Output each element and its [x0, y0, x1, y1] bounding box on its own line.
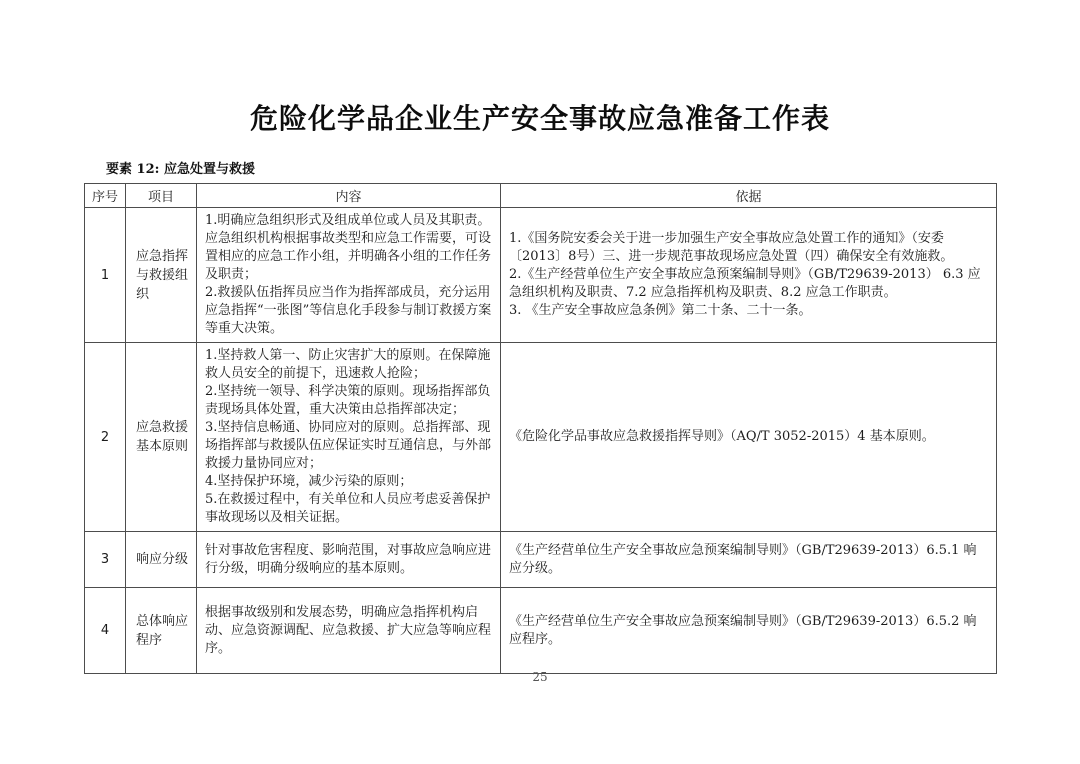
table-row: [85, 208, 997, 343]
content-entry: 1.坚持救人第一、防止灾害扩大的原则。在保障施救人员安全的前提下，迅速救人抢险；: [205, 348, 491, 381]
row-seq-number: 2: [85, 343, 126, 532]
section-label: 要素 12: 应急处置与救援: [106, 162, 255, 177]
row-seq-number: 4: [85, 588, 126, 674]
column-header-content: 内容: [197, 184, 501, 208]
row-item-name: 应急救援基本原则: [126, 343, 197, 532]
basis-entry: 1.《国务院安委会关于进一步加强生产安全事故应急处置工作的通知》（安委〔2013〕8号）三、进一步规范事故现场应急处置（四）确保安全有效施救。: [509, 231, 954, 264]
row-seq-number: 1: [85, 208, 126, 343]
row-basis-cell: [501, 343, 997, 532]
content-entry: 2.救援队伍指挥员应当作为指挥部成员，充分运用应急指挥“一张图”等信息化手段参与制订救援方案等重大决策。: [205, 285, 492, 336]
table-row: [85, 532, 997, 588]
content-entry: 1.明确应急组织形式及组成单位或人员及其职责。应急组织机构根据事故类型和应急工作需要，可设置相应的应急工作小组，并明确各小组的工作任务及职责；: [205, 213, 492, 282]
row-basis-cell: [501, 208, 997, 343]
table-row: [85, 588, 997, 674]
row-item-name: 应急指挥与救援组织: [126, 208, 197, 343]
content-entry: 4.坚持保护环境，减少污染的原则；: [205, 474, 413, 489]
row-item-name: 响应分级: [126, 532, 197, 588]
page-title: 危险化学品企业生产安全事故应急准备工作表: [249, 102, 830, 135]
table-header-row: [85, 184, 997, 208]
basis-entry: 《危险化学品事故应急救援指挥导则》（AQ/T 3052-2015）4 基本原则。: [509, 429, 935, 444]
table-row: [85, 343, 997, 532]
content-entry: 2.坚持统一领导、科学决策的原则。现场指挥部负责现场具体处置，重大决策由总指挥部决定；: [205, 384, 491, 417]
emergency-preparedness-table: [84, 183, 997, 674]
row-basis-cell: [501, 588, 997, 674]
basis-entry: 3. 《生产安全事故应急条例》第二十条、二十一条。: [509, 303, 812, 318]
column-header-seq: 序号: [85, 184, 126, 208]
row-item-name: 总体响应程序: [126, 588, 197, 674]
page-number: 25: [532, 670, 548, 684]
basis-entry: 2.《生产经营单位生产安全事故应急预案编制导则》（GB/T29639-2013） 6.3 应急组织机构及职责、7.2 应急指挥机构及职责、8.2 应急工作职责。: [509, 267, 981, 300]
basis-entry: 《生产经营单位生产安全事故应急预案编制导则》（GB/T29639-2013）6.5.1 响应分级。: [509, 542, 977, 576]
row-seq-number: 3: [85, 532, 126, 588]
row-content-cell: [197, 588, 501, 674]
row-content-cell: [197, 208, 501, 343]
content-entry: 针对事故危害程度、影响范围，对事故应急响应进行分级，明确分级响应的基本原则。: [205, 542, 492, 576]
column-header-basis: 依据: [501, 184, 997, 208]
table-body: [85, 208, 997, 674]
column-header-item: 项目: [126, 184, 197, 208]
content-entry: 3.坚持信息畅通、协同应对的原则。总指挥部、现场指挥部与救援队伍应保证实时互通信息，与外部救援力量协同应对；: [205, 420, 492, 471]
row-basis-cell: [501, 532, 997, 588]
row-content-cell: [197, 532, 501, 588]
basis-entry: 《生产经营单位生产安全事故应急预案编制导则》（GB/T29639-2013）6.5.2 响应程序。: [509, 613, 977, 647]
content-entry: 5.在救援过程中，有关单位和人员应考虑妥善保护事故现场以及相关证据。: [205, 492, 491, 525]
row-content-cell: [197, 343, 501, 532]
content-entry: 根据事故级别和发展态势，明确应急指挥机构启动、应急资源调配、应急救援、扩大应急等响应程序。: [205, 604, 492, 656]
